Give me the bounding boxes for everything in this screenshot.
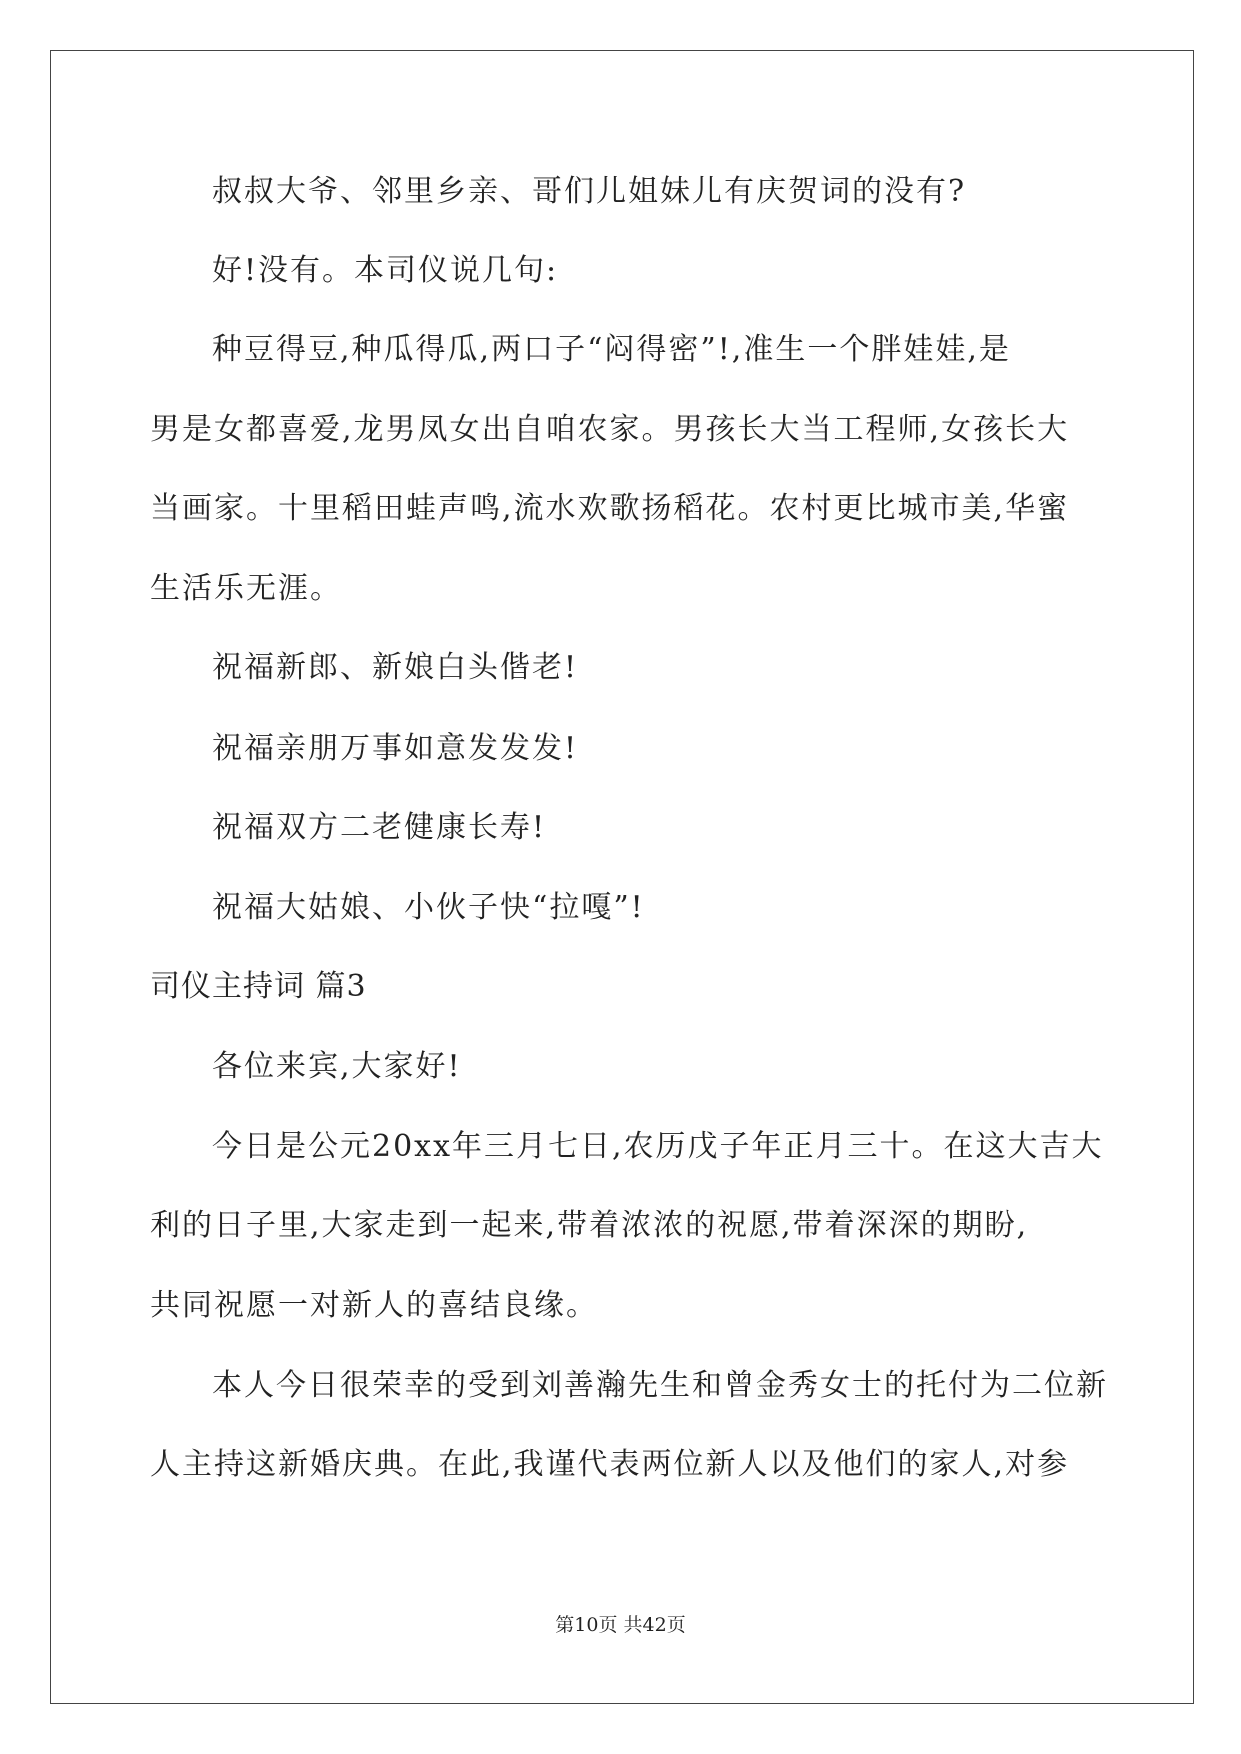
paragraph-line: 利的日子里,大家走到一起来,带着浓浓的祝愿,带着深深的期盼, [150,1208,1029,1243]
paragraph-line: 男是女都喜爱,龙男凤女出自咱农家。男孩长大当工程师,女孩长大 [150,412,1070,447]
paragraph-line: 生活乐无涯。 [150,571,342,606]
paragraph-line: 本人今日很荣幸的受到刘善瀚先生和曾金秀女士的托付为二位新 [212,1368,1108,1403]
page-footer: 第10页 共42页 [555,1614,686,1636]
paragraph-line: 人主持这新婚庆典。在此,我谨代表两位新人以及他们的家人,对参 [150,1447,1070,1482]
paragraph-line: 种豆得豆,种瓜得瓜,两口子“闷得密”!,准生一个胖娃娃,是 [212,332,1011,367]
paragraph-line: 祝福亲朋万事如意发发发! [212,731,579,766]
section-heading: 司仪主持词 篇3 [150,969,367,1004]
paragraph-line: 当画家。十里稻田蛙声鸣,流水欢歌扬稻花。农村更比城市美,华蜜 [150,491,1070,526]
paragraph-line: 今日是公元20xx年三月七日,农历戊子年正月三十。在这大吉大 [212,1129,1104,1164]
paragraph-line: 叔叔大爷、邻里乡亲、哥们儿姐妹儿有庆贺词的没有? [212,174,967,209]
paragraph-line: 共同祝愿一对新人的喜结良缘。 [150,1288,598,1323]
paragraph-line: 各位来宾,大家好! [212,1049,462,1084]
paragraph-line: 好!没有。本司仪说几句: [212,253,559,288]
paragraph-line: 祝福大姑娘、小伙子快“拉嘎”! [212,890,645,925]
paragraph-line: 祝福双方二老健康长寿! [212,810,547,845]
paragraph-line: 祝福新郎、新娘白头偕老! [212,650,579,685]
